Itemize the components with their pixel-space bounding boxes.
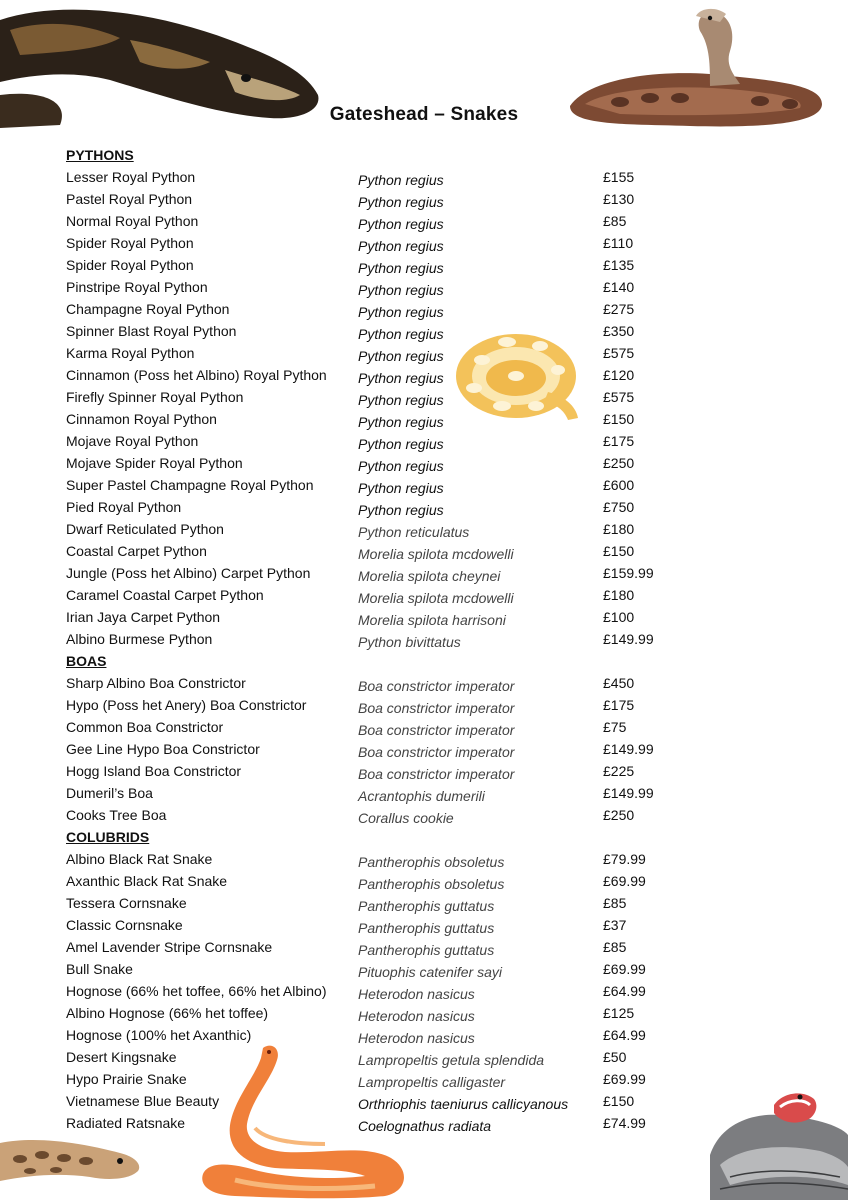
list-item <box>0 871 848 893</box>
scientific-name: Python regius <box>358 458 444 474</box>
scientific-name: Pantherophis obsoletus <box>358 854 505 870</box>
scientific-name: Python bivittatus <box>358 634 461 650</box>
list-item <box>0 717 848 739</box>
price: £85 <box>603 213 627 229</box>
common-name: Classic Cornsnake <box>66 917 183 933</box>
list-item <box>0 893 848 915</box>
list-item <box>0 783 848 805</box>
list-item <box>0 1047 848 1069</box>
price: £69.99 <box>603 873 646 889</box>
list-item <box>0 299 848 321</box>
price: £69.99 <box>603 1071 646 1087</box>
common-name: Normal Royal Python <box>66 213 199 229</box>
price: £64.99 <box>603 1027 646 1043</box>
common-name: Pinstripe Royal Python <box>66 279 208 295</box>
list-item <box>0 805 848 827</box>
price: £575 <box>603 389 635 405</box>
list-item <box>0 1003 848 1025</box>
common-name: Tessera Cornsnake <box>66 895 187 911</box>
list-item <box>0 321 848 343</box>
list-item <box>0 453 848 475</box>
common-name: Amel Lavender Stripe Cornsnake <box>66 939 273 955</box>
price: £110 <box>603 235 634 251</box>
list-item <box>0 497 848 519</box>
price: £74.99 <box>603 1115 646 1131</box>
price: £135 <box>603 257 635 273</box>
list-item <box>0 365 848 387</box>
price: £37 <box>603 917 627 933</box>
price: £250 <box>603 807 635 823</box>
list-item <box>0 233 848 255</box>
price: £600 <box>603 477 635 493</box>
scientific-name: Pantherophis guttatus <box>358 920 495 936</box>
common-name: Spinner Blast Royal Python <box>66 323 237 339</box>
common-name: Cinnamon (Poss het Albino) Royal Python <box>66 367 327 383</box>
common-name: Super Pastel Champagne Royal Python <box>66 477 314 493</box>
scientific-name: Lampropeltis calligaster <box>358 1074 506 1090</box>
price: £79.99 <box>603 851 646 867</box>
price: £575 <box>603 345 635 361</box>
common-name: Desert Kingsnake <box>66 1049 177 1065</box>
common-name: Sharp Albino Boa Constrictor <box>66 675 246 691</box>
common-name: Pastel Royal Python <box>66 191 193 207</box>
common-name: Hognose (100% het Axanthic) <box>66 1027 252 1043</box>
common-name: Albino Black Rat Snake <box>66 851 213 867</box>
scientific-name: Morelia spilota mcdowelli <box>358 590 514 606</box>
price: £149.99 <box>603 785 654 801</box>
common-name: Mojave Spider Royal Python <box>66 455 243 471</box>
scientific-name: Orthriophis taeniurus callicyanous <box>358 1096 569 1112</box>
scientific-name: Morelia spilota cheynei <box>358 568 501 584</box>
common-name: Karma Royal Python <box>66 345 195 361</box>
price: £175 <box>603 433 635 449</box>
price: £150 <box>603 1093 635 1109</box>
page-title: Gateshead – Snakes <box>329 104 519 125</box>
scientific-name: Pantherophis guttatus <box>358 898 495 914</box>
common-name: Hogg Island Boa Constrictor <box>66 763 242 779</box>
common-name: Mojave Royal Python <box>66 433 199 449</box>
list-item <box>0 189 848 211</box>
list-item <box>0 673 848 695</box>
list-item <box>0 981 848 1003</box>
scientific-name: Python regius <box>358 172 444 188</box>
common-name: Champagne Royal Python <box>66 301 230 317</box>
common-name: Coastal Carpet Python <box>66 543 207 559</box>
scientific-name: Python regius <box>358 436 444 452</box>
price: £350 <box>603 323 635 339</box>
list-item <box>0 541 848 563</box>
section-header <box>0 145 848 167</box>
section-header-label: COLUBRIDS <box>66 829 150 845</box>
price: £155 <box>603 169 635 185</box>
price: £275 <box>603 301 635 317</box>
common-name: Axanthic Black Rat Snake <box>66 873 228 889</box>
scientific-name: Python regius <box>358 304 444 320</box>
list-item <box>0 1091 848 1113</box>
list-item <box>0 607 848 629</box>
price: £750 <box>603 499 635 515</box>
scientific-name: Boa constrictor imperator <box>358 722 515 738</box>
common-name: Spider Royal Python <box>66 235 194 251</box>
common-name: Vietnamese Blue Beauty <box>66 1093 220 1109</box>
scientific-name: Python regius <box>358 260 444 276</box>
price: £180 <box>603 521 635 537</box>
common-name: Dumeril’s Boa <box>66 785 153 801</box>
scientific-name: Python regius <box>358 392 444 408</box>
common-name: Common Boa Constrictor <box>66 719 224 735</box>
price: £225 <box>603 763 635 779</box>
scientific-name: Python regius <box>358 194 444 210</box>
list-item <box>0 915 848 937</box>
list-item <box>0 167 848 189</box>
scientific-name: Python regius <box>358 414 444 430</box>
list-item <box>0 739 848 761</box>
common-name: Dwarf Reticulated Python <box>66 521 224 537</box>
scientific-name: Heterodon nasicus <box>358 1030 475 1046</box>
scientific-name: Heterodon nasicus <box>358 1008 475 1024</box>
common-name: Pied Royal Python <box>66 499 182 515</box>
scientific-name: Morelia spilota mcdowelli <box>358 546 514 562</box>
scientific-name: Coelognathus radiata <box>358 1118 492 1134</box>
scientific-name: Pantherophis obsoletus <box>358 876 505 892</box>
list-item <box>0 1113 848 1135</box>
scientific-name: Python regius <box>358 370 444 386</box>
scientific-name: Corallus cookie <box>358 810 454 826</box>
price: £69.99 <box>603 961 646 977</box>
price: £125 <box>603 1005 635 1021</box>
list-item <box>0 277 848 299</box>
section-header <box>0 651 848 673</box>
scientific-name: Python regius <box>358 326 444 342</box>
scientific-name: Python regius <box>358 216 444 232</box>
list-item <box>0 563 848 585</box>
price: £150 <box>603 411 635 427</box>
price: £250 <box>603 455 635 471</box>
section-header-label: PYTHONS <box>66 147 134 163</box>
common-name: Gee Line Hypo Boa Constrictor <box>66 741 260 757</box>
common-name: Irian Jaya Carpet Python <box>66 609 221 625</box>
common-name: Firefly Spinner Royal Python <box>66 389 244 405</box>
scientific-name: Heterodon nasicus <box>358 986 475 1002</box>
common-name: Radiated Ratsnake <box>66 1115 186 1131</box>
list-item <box>0 695 848 717</box>
list-item <box>0 937 848 959</box>
section-header <box>0 827 848 849</box>
price: £149.99 <box>603 631 654 647</box>
price: £175 <box>603 697 635 713</box>
price: £180 <box>603 587 635 603</box>
list-item <box>0 387 848 409</box>
list-item <box>0 959 848 981</box>
price: £130 <box>603 191 635 207</box>
common-name: Cooks Tree Boa <box>66 807 167 823</box>
scientific-name: Pantherophis guttatus <box>358 942 495 958</box>
common-name: Spider Royal Python <box>66 257 194 273</box>
scientific-name: Lampropeltis getula splendida <box>358 1052 545 1068</box>
list-item <box>0 849 848 871</box>
list-item <box>0 255 848 277</box>
price: £140 <box>603 279 635 295</box>
common-name: Albino Burmese Python <box>66 631 213 647</box>
scientific-name: Python regius <box>358 480 444 496</box>
common-name: Cinnamon Royal Python <box>66 411 217 427</box>
scientific-name: Python regius <box>358 282 444 298</box>
price: £75 <box>603 719 627 735</box>
list-item <box>0 761 848 783</box>
scientific-name: Pituophis catenifer sayi <box>358 964 502 980</box>
common-name: Bull Snake <box>66 961 133 977</box>
list-item <box>0 475 848 497</box>
list-item <box>0 519 848 541</box>
list-item <box>0 1069 848 1091</box>
price: £85 <box>603 895 627 911</box>
list-item <box>0 585 848 607</box>
scientific-name: Boa constrictor imperator <box>358 700 515 716</box>
common-name: Hypo (Poss het Anery) Boa Constrictor <box>66 697 307 713</box>
scientific-name: Python regius <box>358 502 444 518</box>
common-name: Caramel Coastal Carpet Python <box>66 587 264 603</box>
price: £64.99 <box>603 983 646 999</box>
scientific-name: Boa constrictor imperator <box>358 766 515 782</box>
common-name: Lesser Royal Python <box>66 169 196 185</box>
price: £150 <box>603 543 635 559</box>
list-item <box>0 629 848 651</box>
price: £120 <box>603 367 635 383</box>
list-item <box>0 343 848 365</box>
scientific-name: Acrantophis dumerili <box>358 788 485 804</box>
hognose-snake-photo <box>0 1125 145 1195</box>
scientific-name: Python reticulatus <box>358 524 470 540</box>
price: £149.99 <box>603 741 654 757</box>
price: £85 <box>603 939 627 955</box>
scientific-name: Morelia spilota harrisoni <box>358 612 506 628</box>
price: £159.99 <box>603 565 654 581</box>
list-item <box>0 431 848 453</box>
common-name: Albino Hognose (66% het toffee) <box>66 1005 269 1021</box>
list-item <box>0 409 848 431</box>
price: £50 <box>603 1049 627 1065</box>
common-name: Jungle (Poss het Albino) Carpet Python <box>66 565 311 581</box>
common-name: Hypo Prairie Snake <box>66 1071 187 1087</box>
common-name: Hognose (66% het toffee, 66% het Albino) <box>66 983 327 999</box>
section-header-label: BOAS <box>66 653 107 669</box>
price: £450 <box>603 675 635 691</box>
list-item <box>0 211 848 233</box>
scientific-name: Boa constrictor imperator <box>358 744 515 760</box>
price-list <box>0 145 848 1135</box>
scientific-name: Boa constrictor imperator <box>358 678 515 694</box>
list-item <box>0 1025 848 1047</box>
scientific-name: Python regius <box>358 348 444 364</box>
scientific-name: Python regius <box>358 238 444 254</box>
price: £100 <box>603 609 635 625</box>
